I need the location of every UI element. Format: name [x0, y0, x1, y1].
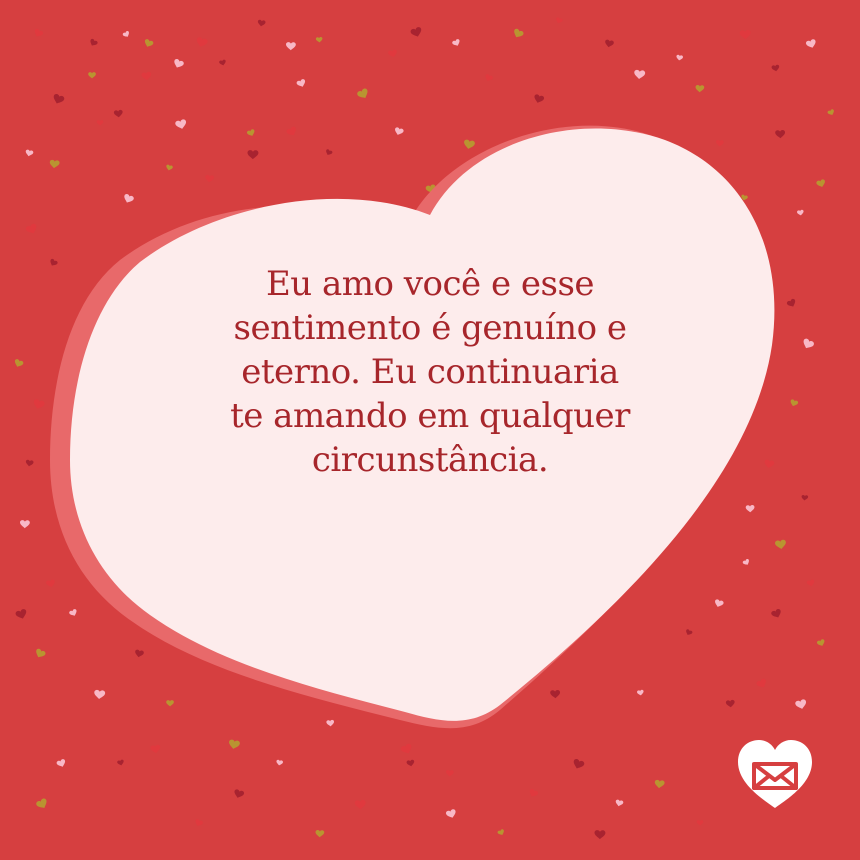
- heart-envelope-icon: [734, 738, 816, 812]
- quote-line: Eu amo você e esse: [265, 264, 595, 304]
- quote-line: circunstância.: [311, 440, 549, 480]
- quote-text: [150, 262, 710, 482]
- quote-line: te amando em qualquer: [230, 396, 630, 436]
- quote-line: eterno. Eu continuaria: [241, 352, 619, 392]
- quote-line: sentimento é genuíno e: [233, 308, 627, 348]
